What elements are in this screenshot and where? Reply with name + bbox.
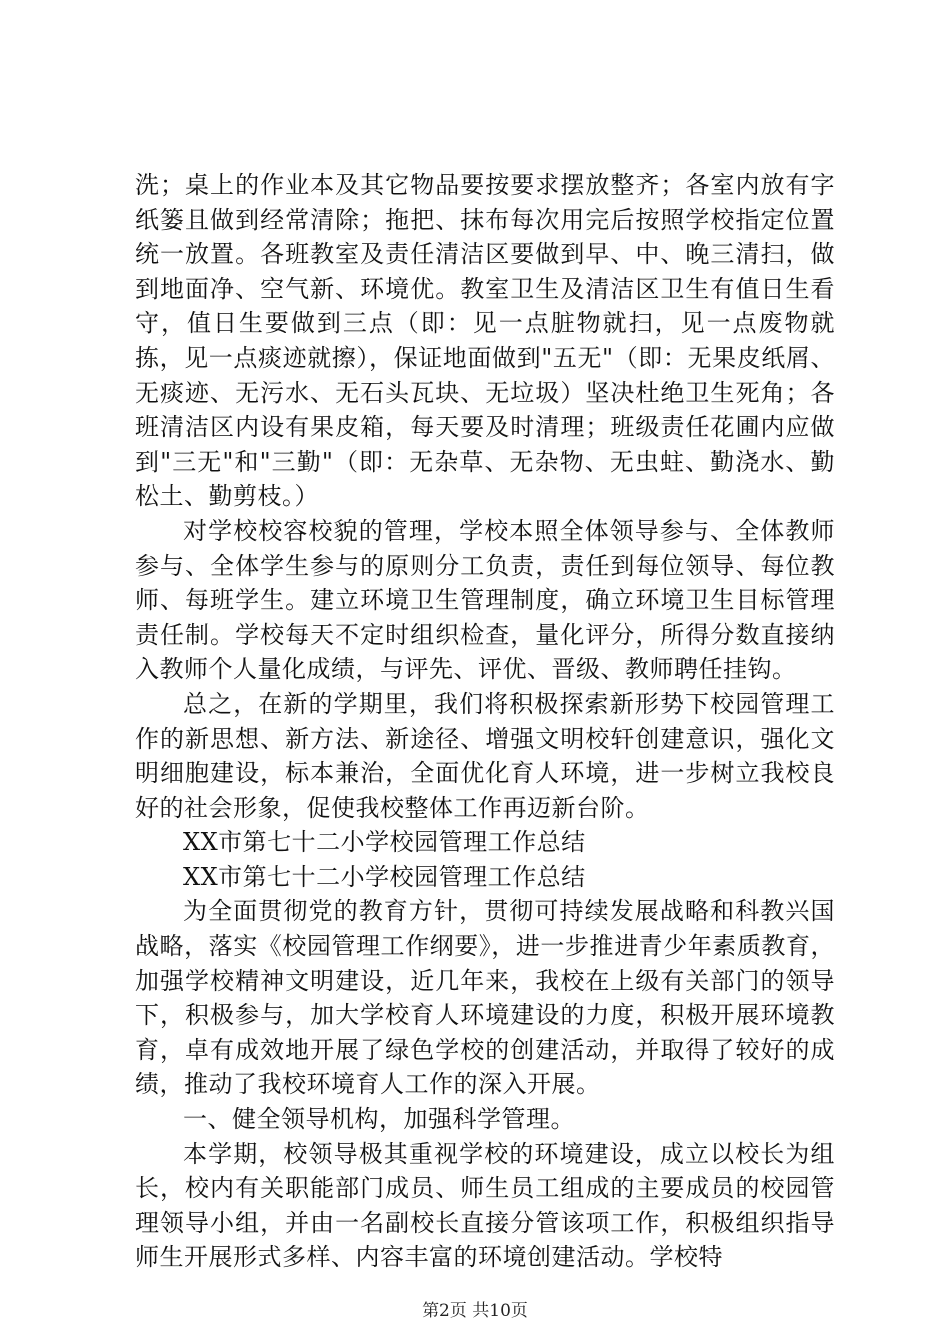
document-title: XX市第七十二小学校园管理工作总结: [183, 828, 586, 857]
page-number: 第2页 共10页: [422, 1301, 528, 1321]
paragraph-campus-appearance: 对学校校容校貌的管理，学校本照全体领导参与、全体教师参与、全体学生参与的原则分工负责，责任到每位领导、每位教师、每班学生。建立环境卫生管理制度，确立环境卫生目标管理责任制。学校每天不定时组织检查，量化评分，所得分数直接纳入教师个人量化成绩，与评先、评优、晋级、教师聘任挂钩。: [135, 516, 835, 684]
document-title-repeat: XX市第七十二小学校园管理工作总结: [183, 862, 586, 891]
section-heading-1: 一、健全领导机构，加强科学管理。: [183, 1105, 575, 1134]
paragraph-hygiene-rules: 洗；桌上的作业本及其它物品要按要求摆放整齐；各室内放有字纸篓且做到经常清除；拖把、抹布每次用完后按照学校指定位置统一放置。各班教室及责任清洁区要做到早、中、晚三清扫，做到地面净、空气新、环境优。教室卫生及清洁区卫生有值日生看守，值日生要做到三点（即：见一点脏物就扫，见一点废物就拣，见一点痰迹就擦），保证地面做到"五无"（即：无果皮纸屑、无痰迹、无污水、无石头瓦块、无垃圾）坚决杜绝卫生死角；各班清洁区内设有果皮箱，每天要及时清理；班级责任花圃内应做到"三无"和"三勤"（即：无杂草、无杂物、无虫蛀、勤浇水、勤松土、勤剪枝。）: [135, 171, 835, 511]
document-body: [135, 168, 835, 1275]
paragraph-leadership: 本学期，校领导极其重视学校的环境建设，成立以校长为组长，校内有关职能部门成员、师生员工组成的主要成员的校园管理领导小组，并由一名副校长直接分管该项工作，积极组织指导师生开展形式多样、内容丰富的环境创建活动。学校特: [135, 1139, 835, 1272]
paragraph-conclusion: 总之，在新的学期里，我们将积极探索新形势下校园管理工作的新思想、新方法、新途径、增强文明校轩创建意识，强化文明细胞建设，标本兼治，全面优化育人环境，进一步树立我校良好的社会形象，促使我校整体工作再迈新台阶。: [135, 689, 835, 822]
paragraph-introduction: 为全面贯彻党的教育方针，贯彻可持续发展战略和科教兴国战略，落实《校园管理工作纲要》，进一步推进青少年素质教育，加强学校精神文明建设，近几年来，我校在上级有关部门的领导下，积极参与，加大学校育人环境建设的力度，积极开展环境教育，卓有成效地开展了绿色学校的创建活动，并取得了较好的成绩，推动了我校环境育人工作的深入开展。: [135, 897, 835, 1099]
